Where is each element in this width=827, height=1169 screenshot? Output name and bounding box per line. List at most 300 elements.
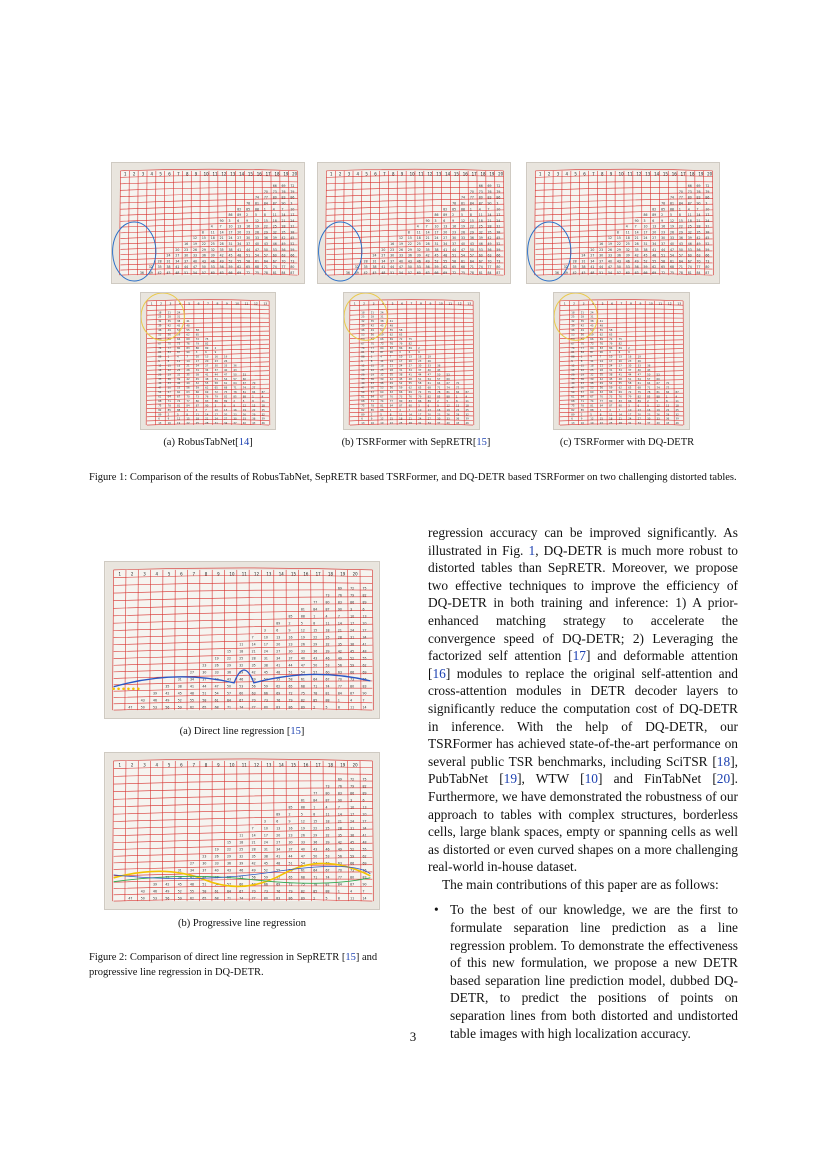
- svg-text:3: 3: [643, 218, 646, 223]
- svg-text:31: 31: [434, 242, 439, 247]
- svg-text:66: 66: [195, 391, 200, 395]
- svg-text:52: 52: [176, 329, 181, 333]
- svg-text:39: 39: [687, 236, 692, 241]
- svg-text:53: 53: [272, 247, 277, 252]
- svg-text:86: 86: [214, 399, 218, 403]
- svg-text:19: 19: [340, 571, 346, 577]
- svg-text:37: 37: [390, 259, 395, 264]
- svg-text:32: 32: [675, 413, 679, 417]
- svg-text:83: 83: [618, 399, 622, 403]
- svg-text:19: 19: [255, 224, 260, 229]
- svg-text:13: 13: [652, 224, 657, 229]
- svg-text:47: 47: [300, 854, 305, 859]
- svg-text:49: 49: [599, 382, 603, 386]
- svg-text:84: 84: [337, 882, 342, 887]
- svg-text:30: 30: [599, 253, 604, 258]
- svg-text:62: 62: [618, 386, 622, 390]
- svg-text:19: 19: [571, 368, 575, 372]
- svg-text:70: 70: [456, 382, 460, 386]
- svg-text:67: 67: [687, 259, 692, 264]
- svg-text:25: 25: [325, 635, 330, 640]
- svg-text:19: 19: [446, 408, 450, 412]
- svg-text:58: 58: [418, 382, 422, 386]
- svg-text:45: 45: [434, 253, 439, 258]
- regression-point: [132, 687, 135, 690]
- svg-text:71: 71: [370, 399, 375, 403]
- svg-text:44: 44: [214, 373, 218, 377]
- svg-text:68: 68: [670, 265, 675, 270]
- svg-text:26: 26: [242, 413, 247, 417]
- svg-text:35: 35: [599, 373, 603, 377]
- svg-text:80: 80: [290, 265, 295, 270]
- svg-text:64: 64: [580, 395, 585, 399]
- svg-text:67: 67: [478, 259, 483, 264]
- svg-text:15: 15: [407, 236, 412, 241]
- svg-text:20: 20: [352, 762, 358, 768]
- svg-text:76: 76: [362, 868, 367, 873]
- svg-text:28: 28: [219, 242, 224, 247]
- svg-text:8: 8: [185, 171, 189, 177]
- svg-text:2: 2: [132, 171, 136, 177]
- table-grid-image: [318, 163, 510, 283]
- svg-text:33: 33: [427, 364, 431, 368]
- svg-text:9: 9: [167, 417, 170, 421]
- svg-text:26: 26: [446, 413, 450, 417]
- svg-text:10: 10: [609, 355, 613, 359]
- svg-text:43: 43: [313, 656, 318, 661]
- svg-text:1: 1: [599, 408, 602, 412]
- table-grid-image: [105, 562, 379, 718]
- svg-text:11: 11: [418, 171, 424, 177]
- svg-text:12: 12: [656, 404, 660, 408]
- svg-text:55: 55: [205, 382, 209, 386]
- svg-text:72: 72: [288, 882, 293, 887]
- svg-text:16: 16: [437, 408, 441, 412]
- svg-text:7: 7: [389, 355, 392, 359]
- citation-link[interactable]: 15: [476, 437, 487, 448]
- svg-text:14: 14: [278, 762, 284, 768]
- svg-text:73: 73: [687, 189, 692, 194]
- svg-text:63: 63: [337, 670, 342, 675]
- svg-text:80: 80: [325, 600, 330, 605]
- svg-text:32: 32: [272, 230, 277, 235]
- svg-text:76: 76: [599, 342, 603, 346]
- svg-text:1: 1: [389, 408, 392, 412]
- svg-text:35: 35: [370, 320, 375, 324]
- svg-text:83: 83: [205, 399, 209, 403]
- svg-text:53: 53: [590, 386, 594, 390]
- svg-text:61: 61: [214, 698, 219, 703]
- svg-text:50: 50: [167, 386, 171, 390]
- svg-text:62: 62: [389, 333, 393, 337]
- svg-text:25: 25: [210, 242, 215, 247]
- svg-text:11: 11: [399, 413, 403, 417]
- svg-text:54: 54: [158, 391, 162, 395]
- svg-text:36: 36: [313, 649, 318, 654]
- svg-text:39: 39: [210, 253, 215, 258]
- svg-text:47: 47: [214, 875, 219, 880]
- figure-1: [0, 0, 827, 500]
- svg-text:46: 46: [153, 698, 158, 703]
- svg-text:28: 28: [167, 315, 171, 319]
- svg-text:32: 32: [625, 247, 630, 252]
- svg-text:20: 20: [276, 833, 281, 838]
- svg-text:42: 42: [337, 649, 342, 654]
- svg-text:33: 33: [656, 417, 660, 421]
- svg-text:63: 63: [219, 270, 224, 275]
- svg-text:61: 61: [300, 677, 305, 682]
- svg-text:20: 20: [352, 571, 358, 577]
- svg-text:42: 42: [370, 324, 375, 328]
- svg-text:64: 64: [233, 382, 237, 386]
- svg-text:34: 34: [362, 826, 367, 831]
- svg-text:87: 87: [705, 270, 710, 275]
- citation-link[interactable]: 10: [584, 771, 598, 787]
- svg-text:26: 26: [214, 854, 219, 859]
- svg-text:14: 14: [408, 413, 412, 417]
- svg-text:84: 84: [370, 351, 375, 355]
- svg-text:88: 88: [590, 408, 594, 412]
- svg-text:78: 78: [263, 270, 268, 275]
- svg-text:18: 18: [380, 364, 384, 368]
- svg-text:10: 10: [648, 301, 653, 306]
- svg-text:9: 9: [437, 404, 439, 408]
- svg-text:83: 83: [281, 195, 286, 200]
- svg-text:4: 4: [325, 805, 328, 810]
- svg-text:17: 17: [350, 812, 355, 817]
- svg-text:72: 72: [399, 337, 403, 341]
- svg-text:61: 61: [158, 395, 162, 399]
- citation-link[interactable]: 14: [238, 437, 250, 448]
- svg-text:68: 68: [223, 386, 228, 390]
- svg-text:60: 60: [325, 861, 330, 866]
- citation-link[interactable]: 20: [716, 771, 731, 787]
- svg-text:43: 43: [226, 677, 231, 682]
- svg-text:8: 8: [407, 230, 410, 235]
- figure-link[interactable]: 1: [528, 542, 536, 558]
- svg-text:29: 29: [201, 247, 206, 252]
- svg-text:10: 10: [418, 408, 422, 412]
- svg-text:45: 45: [195, 377, 200, 381]
- svg-text:31: 31: [628, 422, 632, 426]
- svg-text:52: 52: [380, 329, 384, 333]
- svg-text:13: 13: [276, 826, 281, 831]
- svg-text:45: 45: [581, 270, 586, 275]
- svg-text:26: 26: [571, 373, 575, 377]
- svg-text:72: 72: [418, 391, 422, 395]
- svg-text:75: 75: [300, 882, 305, 887]
- svg-text:63: 63: [580, 337, 585, 341]
- svg-text:60: 60: [571, 337, 575, 341]
- svg-text:74: 74: [361, 346, 365, 350]
- svg-text:76: 76: [337, 784, 342, 789]
- svg-text:26: 26: [255, 230, 260, 235]
- svg-text:11: 11: [448, 301, 453, 306]
- svg-text:7: 7: [362, 698, 365, 703]
- svg-text:23: 23: [599, 247, 604, 252]
- svg-text:33: 33: [242, 417, 247, 421]
- svg-text:31: 31: [350, 826, 355, 831]
- svg-text:43: 43: [226, 868, 231, 873]
- svg-text:24: 24: [290, 218, 295, 223]
- svg-text:73: 73: [478, 189, 483, 194]
- svg-text:18: 18: [274, 171, 280, 177]
- svg-text:34: 34: [237, 242, 242, 247]
- svg-text:36: 36: [226, 670, 231, 675]
- svg-text:71: 71: [678, 265, 683, 270]
- citation-link[interactable]: 18: [716, 753, 731, 769]
- svg-text:83: 83: [487, 195, 492, 200]
- svg-text:59: 59: [350, 663, 355, 668]
- svg-text:84: 84: [281, 270, 286, 275]
- svg-text:20: 20: [637, 413, 641, 417]
- svg-text:56: 56: [599, 386, 603, 390]
- svg-text:90: 90: [634, 218, 639, 223]
- svg-text:4: 4: [350, 698, 353, 703]
- svg-text:51: 51: [599, 270, 604, 275]
- svg-text:85: 85: [167, 408, 171, 412]
- svg-text:66: 66: [272, 184, 277, 189]
- svg-text:24: 24: [195, 364, 200, 368]
- svg-text:61: 61: [361, 395, 365, 399]
- svg-text:26: 26: [300, 642, 305, 647]
- svg-text:48: 48: [618, 377, 622, 381]
- regression-point: [127, 687, 130, 690]
- svg-text:30: 30: [233, 417, 237, 421]
- citation-link[interactable]: 19: [503, 771, 518, 787]
- svg-text:24: 24: [372, 253, 377, 258]
- svg-text:67: 67: [158, 342, 162, 346]
- svg-text:31: 31: [263, 656, 268, 661]
- svg-text:72: 72: [452, 270, 457, 275]
- svg-text:21: 21: [251, 649, 256, 654]
- svg-text:2: 2: [580, 413, 583, 417]
- citation-link[interactable]: 15: [345, 952, 356, 963]
- svg-text:78: 78: [233, 391, 237, 395]
- svg-text:33: 33: [223, 364, 228, 368]
- svg-text:11: 11: [627, 171, 633, 177]
- svg-text:63: 63: [487, 253, 492, 258]
- svg-text:7: 7: [192, 762, 195, 768]
- svg-text:77: 77: [263, 195, 268, 200]
- svg-text:15: 15: [186, 417, 190, 421]
- svg-text:57: 57: [469, 253, 474, 258]
- svg-text:15: 15: [469, 218, 474, 223]
- svg-text:60: 60: [176, 391, 181, 395]
- svg-text:28: 28: [363, 259, 368, 264]
- svg-text:54: 54: [300, 861, 305, 866]
- svg-text:66: 66: [399, 391, 403, 395]
- svg-text:86: 86: [350, 791, 355, 796]
- citation-link[interactable]: 16: [432, 665, 446, 681]
- svg-text:27: 27: [427, 417, 431, 421]
- svg-text:65: 65: [214, 386, 218, 390]
- svg-text:89: 89: [408, 346, 412, 350]
- svg-text:45: 45: [228, 253, 233, 258]
- svg-text:66: 66: [228, 270, 233, 275]
- svg-text:3: 3: [434, 218, 437, 223]
- svg-text:90: 90: [389, 351, 393, 355]
- svg-text:82: 82: [362, 593, 367, 598]
- svg-text:34: 34: [381, 259, 386, 264]
- svg-text:17: 17: [434, 230, 439, 235]
- svg-text:19: 19: [489, 171, 495, 177]
- svg-text:82: 82: [427, 395, 431, 399]
- svg-text:6: 6: [180, 762, 183, 768]
- svg-text:11: 11: [416, 230, 421, 235]
- svg-text:13: 13: [618, 355, 622, 359]
- svg-text:81: 81: [478, 270, 483, 275]
- svg-text:40: 40: [571, 382, 575, 386]
- svg-text:75: 75: [408, 337, 412, 341]
- svg-text:16: 16: [167, 422, 171, 426]
- svg-text:31: 31: [496, 224, 501, 229]
- svg-text:40: 40: [214, 868, 219, 873]
- svg-text:20: 20: [707, 171, 713, 177]
- svg-text:27: 27: [443, 236, 448, 241]
- svg-text:56: 56: [186, 386, 190, 390]
- svg-text:68: 68: [427, 386, 431, 390]
- svg-text:64: 64: [437, 382, 441, 386]
- svg-text:16: 16: [288, 826, 293, 831]
- svg-text:85: 85: [452, 207, 457, 212]
- svg-text:34: 34: [427, 422, 431, 426]
- svg-text:2: 2: [288, 621, 291, 626]
- svg-text:51: 51: [246, 253, 251, 258]
- svg-text:38: 38: [643, 247, 648, 252]
- svg-text:66: 66: [380, 337, 384, 341]
- svg-text:63: 63: [251, 882, 256, 887]
- svg-text:12: 12: [670, 218, 675, 223]
- svg-text:2: 2: [452, 213, 455, 218]
- svg-text:16: 16: [628, 355, 632, 359]
- svg-text:32: 32: [687, 230, 692, 235]
- svg-text:4: 4: [325, 614, 328, 619]
- svg-text:79: 79: [418, 395, 422, 399]
- svg-text:2: 2: [130, 762, 134, 768]
- citation-link[interactable]: 17: [572, 648, 586, 664]
- svg-text:77: 77: [252, 386, 256, 390]
- svg-text:58: 58: [246, 259, 251, 264]
- svg-text:20: 20: [443, 230, 448, 235]
- svg-text:39: 39: [239, 670, 244, 675]
- svg-text:42: 42: [251, 670, 256, 675]
- svg-text:1: 1: [124, 171, 127, 177]
- svg-text:27: 27: [190, 861, 195, 866]
- svg-text:19: 19: [637, 355, 641, 359]
- svg-text:29: 29: [313, 642, 318, 647]
- svg-text:57: 57: [647, 377, 651, 381]
- svg-text:17: 17: [263, 642, 268, 647]
- svg-text:56: 56: [696, 247, 701, 252]
- svg-text:68: 68: [637, 386, 641, 390]
- svg-text:62: 62: [276, 684, 281, 689]
- svg-text:57: 57: [313, 861, 318, 866]
- svg-text:26: 26: [608, 247, 613, 252]
- svg-text:5: 5: [361, 360, 363, 364]
- svg-text:3: 3: [628, 404, 630, 408]
- svg-text:8: 8: [600, 171, 604, 177]
- svg-text:33: 33: [461, 236, 466, 241]
- svg-text:8: 8: [313, 621, 316, 626]
- svg-text:2: 2: [214, 346, 217, 350]
- svg-text:40: 40: [446, 422, 450, 426]
- figure-1-caption: Figure 1: Comparison of the results of RobusTabNet, SepRETR based TSRFormer, and DQ-DETR based TSRFormer on two challenging distorted tables.: [89, 472, 737, 483]
- svg-text:81: 81: [272, 270, 277, 275]
- svg-text:58: 58: [288, 868, 293, 873]
- svg-text:15: 15: [666, 404, 670, 408]
- svg-text:46: 46: [590, 382, 594, 386]
- svg-text:68: 68: [255, 265, 260, 270]
- svg-text:77: 77: [186, 399, 190, 403]
- svg-text:44: 44: [184, 265, 189, 270]
- svg-text:26: 26: [223, 360, 228, 364]
- svg-text:45: 45: [177, 882, 182, 887]
- svg-text:22: 22: [226, 656, 231, 661]
- svg-text:3: 3: [290, 201, 293, 206]
- svg-text:19: 19: [590, 422, 594, 426]
- svg-text:70: 70: [252, 382, 256, 386]
- svg-text:28: 28: [251, 656, 256, 661]
- svg-text:88: 88: [571, 355, 575, 359]
- svg-text:4: 4: [592, 301, 595, 306]
- svg-text:55: 55: [186, 329, 190, 333]
- svg-text:54: 54: [670, 253, 675, 258]
- svg-text:5: 5: [242, 399, 245, 403]
- svg-text:85: 85: [437, 395, 441, 399]
- svg-text:82: 82: [362, 784, 367, 789]
- svg-text:39: 39: [176, 377, 181, 381]
- svg-text:8: 8: [186, 413, 189, 417]
- svg-text:70: 70: [251, 698, 256, 703]
- svg-text:29: 29: [678, 230, 683, 235]
- svg-text:85: 85: [288, 614, 293, 619]
- svg-text:46: 46: [625, 259, 630, 264]
- svg-text:37: 37: [599, 259, 604, 264]
- svg-text:40: 40: [670, 242, 675, 247]
- svg-text:82: 82: [571, 408, 575, 412]
- svg-text:78: 78: [661, 201, 666, 206]
- svg-text:76: 76: [276, 889, 281, 894]
- svg-text:48: 48: [276, 670, 281, 675]
- svg-text:9: 9: [452, 218, 455, 223]
- svg-text:11: 11: [465, 399, 469, 403]
- svg-text:12: 12: [193, 236, 198, 241]
- svg-text:58: 58: [399, 329, 403, 333]
- svg-text:21: 21: [219, 236, 224, 241]
- svg-text:1: 1: [337, 698, 340, 703]
- svg-text:90: 90: [281, 201, 286, 206]
- svg-text:86: 86: [399, 346, 403, 350]
- svg-text:38: 38: [177, 875, 182, 880]
- svg-text:61: 61: [255, 259, 260, 264]
- svg-text:21: 21: [487, 218, 492, 223]
- svg-text:30: 30: [661, 236, 666, 241]
- svg-text:81: 81: [300, 607, 305, 612]
- svg-text:21: 21: [251, 840, 256, 845]
- svg-text:55: 55: [362, 656, 367, 661]
- svg-text:56: 56: [580, 333, 585, 337]
- svg-text:22: 22: [201, 242, 206, 247]
- svg-text:36: 36: [456, 417, 460, 421]
- svg-text:11: 11: [244, 301, 249, 306]
- svg-text:69: 69: [362, 670, 367, 675]
- svg-text:13: 13: [677, 301, 682, 306]
- svg-text:41: 41: [362, 642, 367, 647]
- svg-text:59: 59: [177, 896, 182, 901]
- svg-text:10: 10: [229, 762, 235, 768]
- citation-link[interactable]: 15: [290, 726, 301, 737]
